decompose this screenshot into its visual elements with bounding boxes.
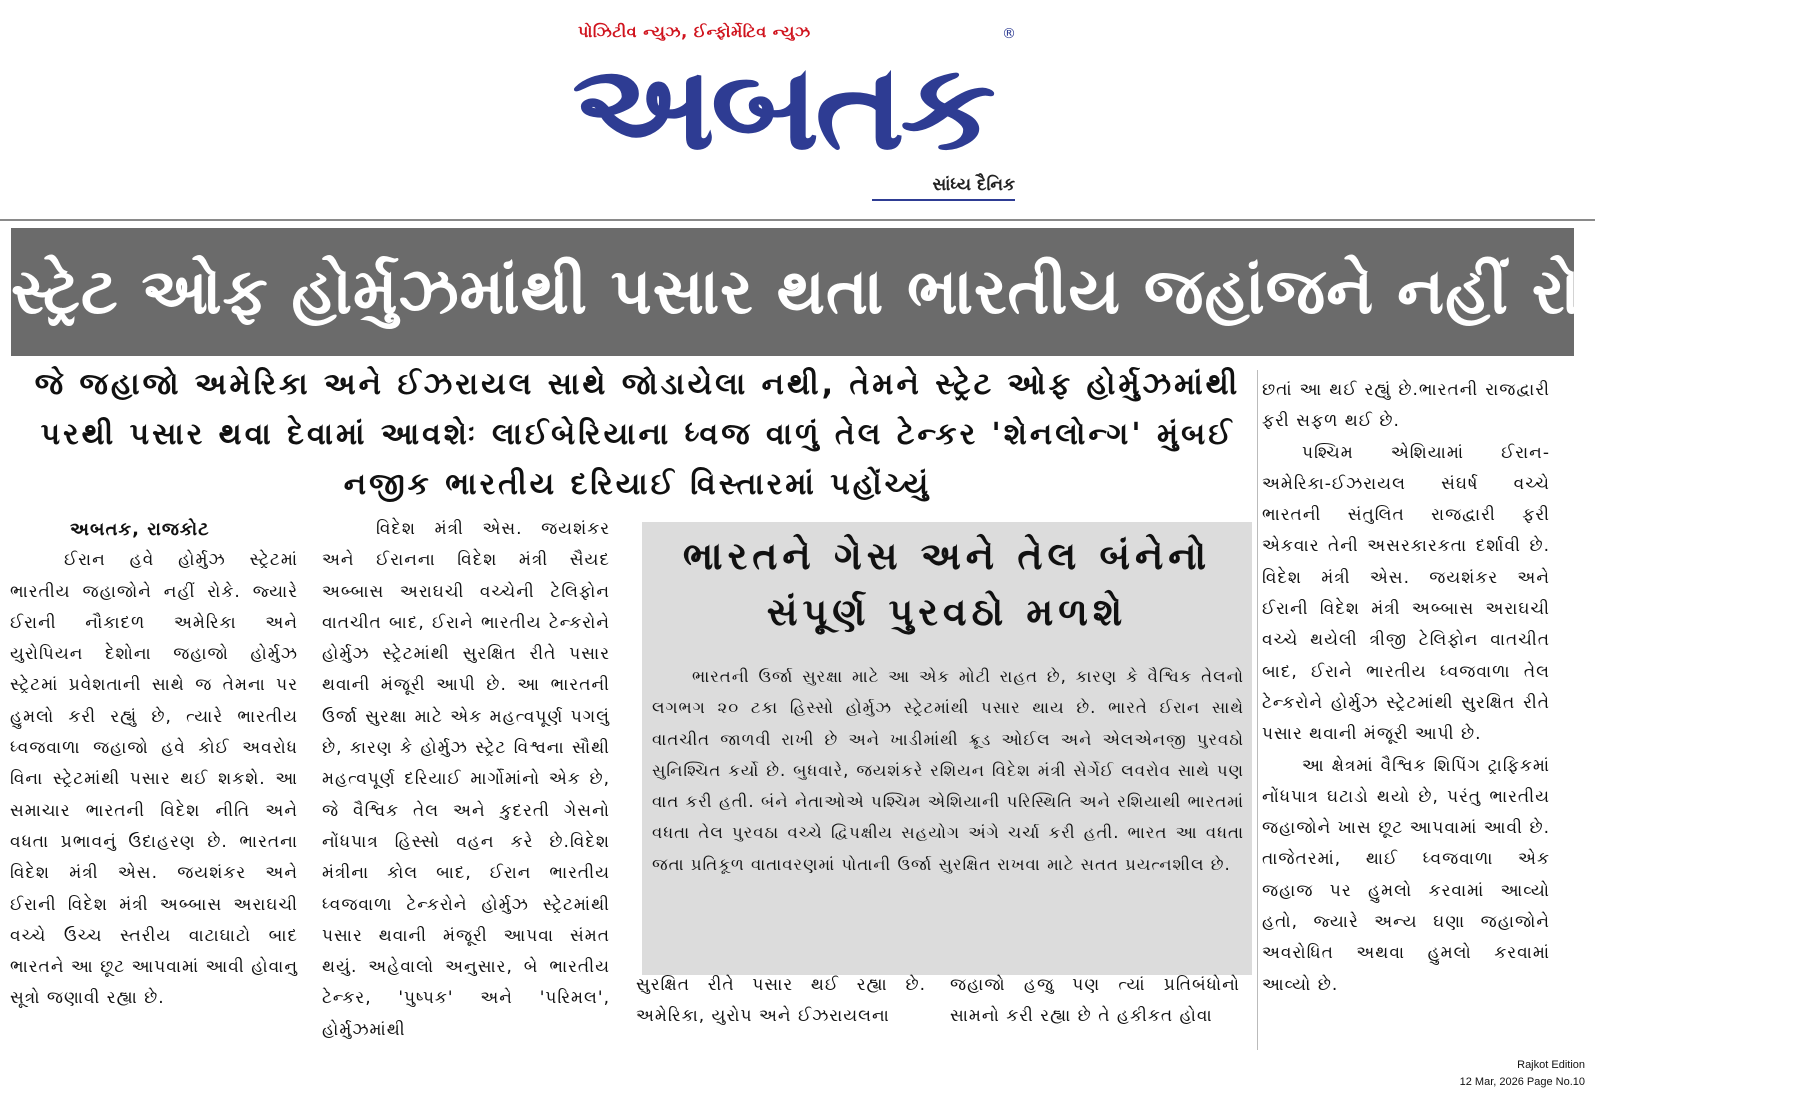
article-column-4 (950, 970, 1240, 1033)
column-4-text: જહાજો હજુ પણ ત્યાં પ્રતિબંધોનો સામનો કરી રહ્યા છે તે હકીકત હોવા (950, 975, 1240, 1027)
column-2-text: વિદેશ મંત્રી એસ. જયશંકર અને ઈરાનના વિદેશ મંત્રી સૈયદ અબ્બાસ અરાઘચી વચ્ચેની ટેલિફોન વાતચીત બાદ, ઈરાને ભારતીય ટેન્કરોને હોર્મુઝ સ્ટ્રેટમાંથી સુરક્ષિત રીતે પસાર થવાની મંજૂરી આપી છે. આ ભારતની ઉર્જા સુરક્ષા માટે એક મહત્વપૂર્ણ પગલું છે, કારણ કે હોર્મુઝ સ્ટ્રેટ વિશ્વના સૌથી મહત્વપૂર્ણ દરિયાઈ માર્ગોમાંનો એક છે, જે વૈશ્વિક તેલ અને કુદરતી ગેસનો નોંધપાત્ર હિસ્સો વહન કરે છે.વિદેશ મંત્રીના કોલ બાદ, ઈરાન ભારતીય ધ્વજવાળા ટેન્કરોને હોર્મુઝ સ્ટ્રેટમાંથી પસાર થવાની મંજૂરી આપવા સંમત થયું. અહેવાલો અનુસાર, બે ભારતીય ટેન્કર, 'પુષ્પક' અને 'પરિમલ', હોર્મુઝમાંથી (322, 519, 610, 1040)
article-column-2 (322, 514, 610, 1046)
subheadline: જે જહાજો અમેરિકા અને ઈઝરાયલ સાથે જોડાયેલા નથી, તેમને સ્ટ્રેટ ઓફ હોર્મુઝમાંથી પરથી પસાર થવા દેવામાં આવશેઃ લાઈબેરિયાના ધ્વજ વાળું તેલ ટેન્કર 'શેનલોન્ગ' મુંબઈ નજીક ભારતીય દરિયાઈ વિસ્તારમાં પહોંચ્યું (34, 367, 1241, 502)
masthead-subtitle: સાંધ્ય દૈનિક (932, 175, 1015, 195)
box-heading-line-1: ભારતને ગેસ અને તેલ બંનેનો (682, 534, 1212, 578)
article-column-1 (10, 514, 298, 1015)
masthead (0, 0, 1595, 215)
box-heading-line-2: સંપૂર્ણ પુરવઠો મળશે (766, 590, 1128, 634)
newspaper-logo: અબતક (572, 38, 992, 176)
column-5-para-1: છતાં આ થઈ રહ્યું છે.ભારતની રાજદ્વારી ફરી સફળ થઈ છે. (1262, 380, 1550, 432)
dateline: અબતક, રાજકોટ (70, 519, 210, 540)
subtitle-underline (872, 199, 1015, 201)
registered-mark: ® (1002, 26, 1016, 42)
column-1-text: ઈરાન હવે હોર્મુઝ સ્ટ્રેટમાં ભારતીય જહાજોને નહીં રોકે. જ્યારે ઈરાની નૌકાદળ અમેરિકા અને યુરોપિયન દેશોના જહાજો હોર્મુઝ સ્ટ્રેટમાં પ્રવેશતાની સાથે જ તેમના પર હુમલો કરી રહ્યું છે, ત્યારે ભારતીય ધ્વજવાળા જહાજો હવે કોઈ અવરોધ વિના સ્ટ્રેટમાંથી પસાર થઈ શકશે. આ સમાચાર ભારતની વિદેશ નીતિ અને વધતા પ્રભાવનું ઉદાહરણ છે. ભારતના વિદેશ મંત્રી એસ. જયશંકર અને ઈરાની વિદેશ મંત્રી અબ્બાસ અરાઘચી વચ્ચે ઉચ્ચ સ્તરીય વાટાઘાટો બાદ ભારતને આ છૂટ આપવામાં આવી હોવાનુ સૂત્રો જણાવી રહ્યા છે. (10, 550, 298, 1009)
masthead-divider (0, 219, 1595, 221)
box-body (652, 661, 1244, 880)
headline: સ્ટ્રેટ ઓફ હોર્મુઝમાંથી પસાર થતા ભારતીય જહાંજને નહીં રોકે ઈરાન (11, 255, 1796, 328)
date-page-label: 12 Mar, 2026 Page No.10 (1459, 1076, 1585, 1088)
column-5-para-3: આ ક્ષેત્રમાં વૈશ્વિક શિપિંગ ટ્રાફિકમાં નોંધપાત્ર ઘટાડો થયો છે, પરંતુ ભારતીય જહાજોને ખાસ છૂટ આપવામાં આવી છે. તાજેતરમાં, થાઈ ધ્વજવાળા એક જહાજ પર હુમલો કરવામાં આવ્યો હતો, જ્યારે અન્ય ઘણા જહાજોને અવરોધિત અથવા હુમલો કરવામાં આવ્યો છે. (1262, 755, 1550, 995)
column-3-text: સુરક્ષિત રીતે પસાર થઈ રહ્યા છે. અમેરિકા, યુરોપ અને ઈઝરાયલના (636, 975, 926, 1027)
box-body-text: ભારતની ઉર્જા સુરક્ષા માટે આ એક મોટી રાહત છે, કારણ કે વૈશ્વિક તેલનો લગભગ ૨૦ ટકા હિસ્સો હોર્મુઝ સ્ટ્રેટમાંથી પસાર થાય છે. ભારતે ઈરાન સાથે વાતચીત જાળવી રાખી છે અને ખાડીમાંથી ક્રૂડ ઓઈલ અને એલએનજી પુરવઠો સુનિશ્ચિત કર્યો છે. બુધવારે, જયશંકરે રશિયન વિદેશ મંત્રી સેર્ગેઈ લવરોવ સાથે પણ વાત કરી હતી. બંને નેતાઓએ પશ્ચિમ એશિયાની પરિસ્થિતિ અને રશિયાથી ભારતમાં વધતા તેલ પુરવઠા વચ્ચે દ્વિપક્ષીય સહયોગ અંગે ચર્ચા કરી હતી. ભારત આ વધતા જતા પ્રતિકૂળ વાતાવરણમાં પોતાની ઉર્જા સુરક્ષિત રાખવા માટે સતત પ્રયત્નશીલ છે. (652, 667, 1244, 874)
article-column-5 (1262, 375, 1550, 1001)
article-column-3 (636, 970, 926, 1033)
column-5-para-2: પશ્ચિમ એશિયામાં ઈરાન-અમેરિકા-ઈઝરાયલ સંઘર્ષ વચ્ચે ભારતની સંતુલિત રાજદ્વારી ફરી એકવાર તેની અસરકારકતા દર્શાવી છે. વિદેશ મંત્રી એસ. જયશંકર અને ઈરાની વિદેશ મંત્રી અબ્બાસ અરાઘચી વચ્ચે થયેલી ત્રીજી ટેલિફોન વાતચીત બાદ, ઈરાને ભારતીય ધ્વજવાળા તેલ ટેન્કરોને હોર્મુઝ સ્ટ્રેટમાંથી સુરક્ષિત રીતે પસાર થવાની મંજૂરી આપી છે. (1262, 442, 1550, 745)
box-heading (648, 528, 1246, 640)
edition-label: Rajkot Edition (1517, 1059, 1585, 1071)
masthead-tagline: પોઝિટીવ ન્યુઝ, ઈન્ફોર્મેટિવ ન્યુઝ (578, 22, 811, 41)
column-divider (1257, 370, 1258, 1050)
